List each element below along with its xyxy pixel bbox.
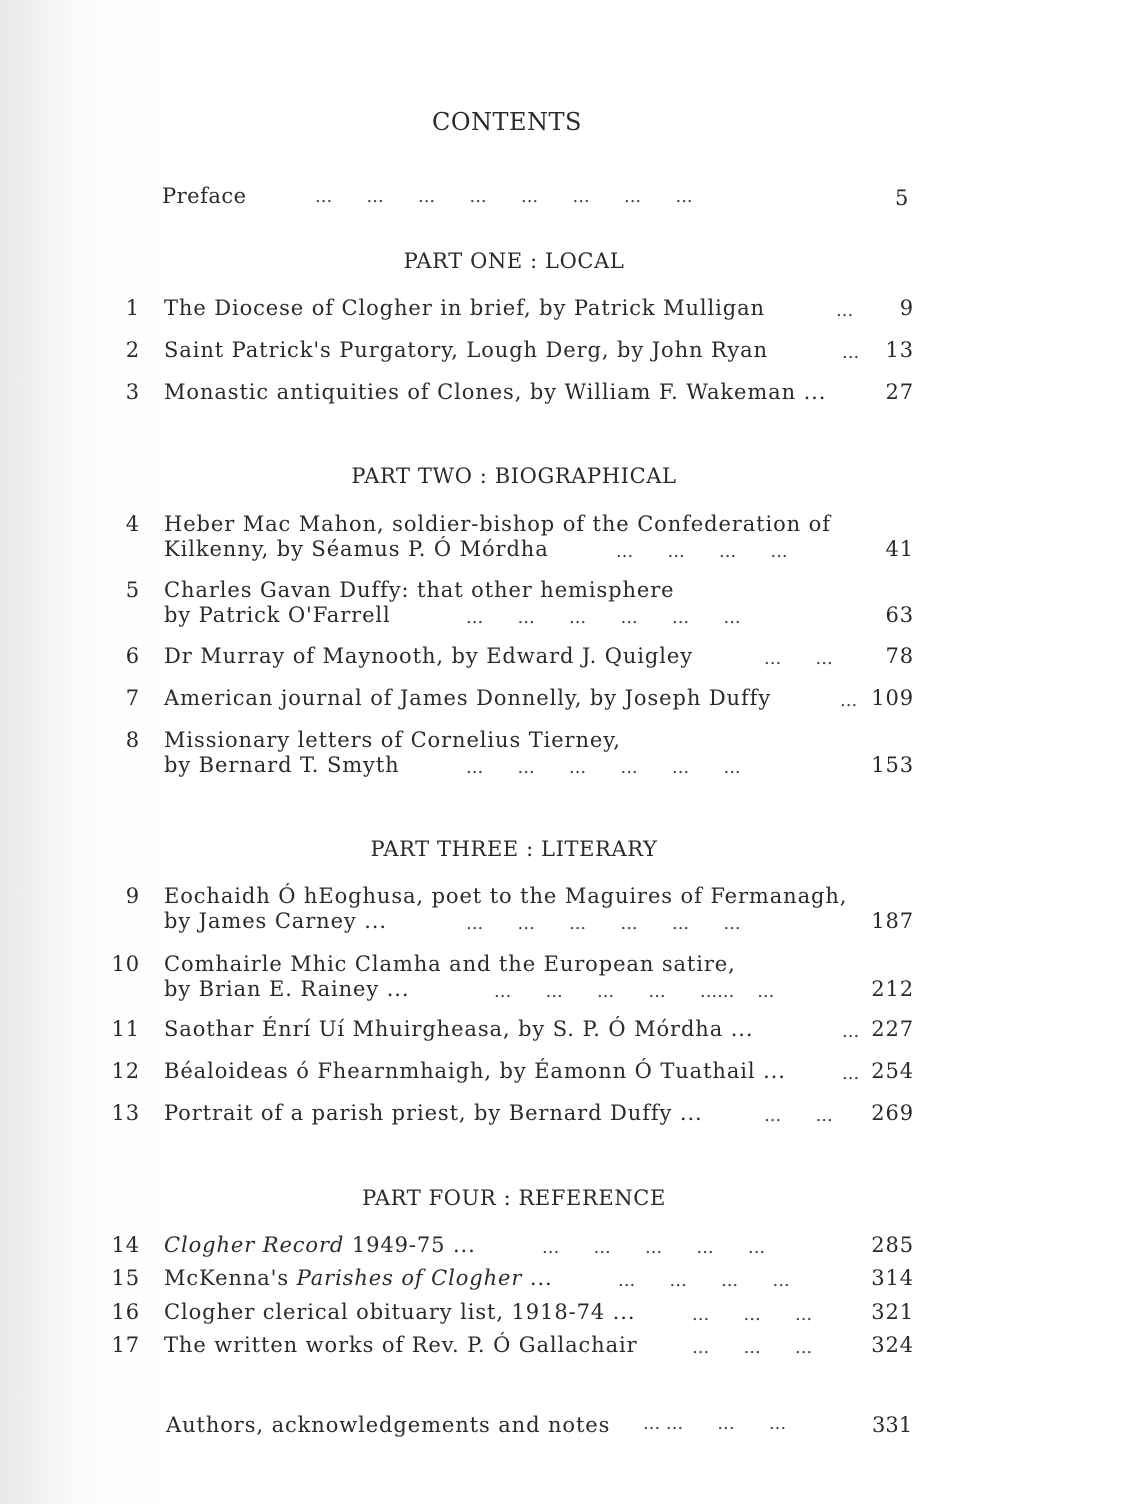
dot-leader: ... ... ... ... ...... ... xyxy=(494,981,775,1002)
entry-title-continued: by Bernard T. Smyth xyxy=(164,753,400,777)
entry-number: 7 xyxy=(125,686,140,710)
entry-number: 2 xyxy=(125,338,140,362)
entry-title: American journal of James Donnelly, by Joseph Duffy xyxy=(164,686,772,710)
entry-number: 17 xyxy=(111,1333,140,1357)
dot-leader: ... xyxy=(836,300,854,321)
dot-leader: ... ... xyxy=(764,1105,833,1126)
entry-title: Missionary letters of Cornelius Tierney, xyxy=(164,728,621,752)
entry-number: 12 xyxy=(111,1059,140,1083)
entry-title: Eochaidh Ó hEoghusa, poet to the Maguires of Fermanagh, xyxy=(164,884,848,908)
dot-leader: ... ... ... xyxy=(692,1304,813,1325)
page-number: 153 xyxy=(871,753,914,777)
entry-number: 3 xyxy=(125,380,140,404)
page-number: 109 xyxy=(871,686,914,710)
entry-title xyxy=(164,1266,553,1291)
entry-title-rest: ... xyxy=(522,1266,553,1290)
entry-number: 13 xyxy=(111,1101,140,1125)
entry-title: Preface xyxy=(162,184,247,208)
part-heading: PART THREE : LITERARY xyxy=(370,837,658,861)
dot-leader: ... ... ... xyxy=(692,1337,813,1358)
part-heading: PART FOUR : REFERENCE xyxy=(362,1186,666,1210)
page-number: 27 xyxy=(885,380,914,404)
entry-title: Portrait of a parish priest, by Bernard Duffy ... xyxy=(164,1101,703,1125)
dot-leader: ... ... ... ... ... ... ... ... xyxy=(315,186,693,207)
part-heading: PART TWO : BIOGRAPHICAL xyxy=(351,464,677,488)
entry-title: Saint Patrick's Purgatory, Lough Derg, by John Ryan xyxy=(164,338,768,362)
entry-number: 8 xyxy=(125,728,140,752)
entry-title: Comhairle Mhic Clamha and the European satire, xyxy=(164,952,736,976)
page-number: 41 xyxy=(885,537,914,561)
page-title: CONTENTS xyxy=(431,108,582,136)
entry-number: 4 xyxy=(125,512,140,536)
entry-title: The Diocese of Clogher in brief, by Patrick Mulligan xyxy=(164,296,765,320)
dot-leader: ... xyxy=(842,1021,860,1042)
entry-title: Béaloideas ó Fhearnmhaigh, by Éamonn Ó Tuathail ... xyxy=(164,1059,786,1083)
page-number: 9 xyxy=(899,296,914,320)
entry-number: 6 xyxy=(125,644,140,668)
entry-number: 14 xyxy=(111,1233,140,1257)
page-number: 78 xyxy=(885,644,914,668)
entry-title xyxy=(164,1233,476,1258)
page-number: 63 xyxy=(885,603,914,627)
dot-leader: ... ... ... ... xyxy=(618,1270,790,1291)
entry-title-continued: Kilkenny, by Séamus P. Ó Mórdha xyxy=(164,537,549,561)
page-number: 314 xyxy=(871,1266,914,1290)
dot-leader: ... ... ... ... ... ... xyxy=(466,913,741,934)
entry-title: Monastic antiquities of Clones, by William F. Wakeman ... xyxy=(164,380,827,404)
entry-title-continued: by Patrick O'Farrell xyxy=(164,603,391,627)
dot-leader: ... ... ... ... ... ... xyxy=(466,607,741,628)
dot-leader: ... xyxy=(840,690,858,711)
entry-number: 10 xyxy=(111,952,140,976)
part-heading: PART ONE : LOCAL xyxy=(403,249,625,273)
entry-title-pre: McKenna's xyxy=(164,1266,297,1290)
entry-number: 5 xyxy=(125,578,140,602)
dot-leader: ... xyxy=(842,1063,860,1084)
entry-number: 1 xyxy=(125,296,140,320)
page-number: 212 xyxy=(871,977,914,1001)
page-number: 254 xyxy=(871,1059,914,1083)
entry-number: 16 xyxy=(111,1300,140,1324)
page-number: 324 xyxy=(871,1333,914,1357)
page-number: 13 xyxy=(885,338,914,362)
page-number: 227 xyxy=(871,1017,914,1041)
entry-title: Dr Murray of Maynooth, by Edward J. Quigley xyxy=(164,644,693,668)
entry-title-rest: 1949-75 ... xyxy=(344,1233,476,1257)
page-number: 5 xyxy=(895,186,909,210)
entry-title: Heber Mac Mahon, soldier-bishop of the Confederation of xyxy=(164,512,831,536)
entry-title-continued: by Brian E. Rainey ... xyxy=(164,977,410,1001)
dot-leader: ... ... ... ... ... ... xyxy=(466,757,741,778)
page-number: 285 xyxy=(871,1233,914,1257)
dot-leader: ... ... ... ... xyxy=(643,1413,787,1434)
dot-leader: ... xyxy=(842,342,860,363)
dot-leader: ... ... ... ... ... xyxy=(542,1237,766,1258)
entry-title: The written works of Rev. P. Ó Gallachair xyxy=(164,1333,638,1357)
entry-title: Saothar Énrí Uí Mhuirgheasa, by S. P. Ó Mórdha ... xyxy=(164,1017,754,1041)
entry-title: Clogher clerical obituary list, 1918-74 ... xyxy=(164,1300,636,1324)
page-number: 331 xyxy=(872,1413,913,1437)
dot-leader: ... ... xyxy=(764,648,833,669)
entry-title-continued: by James Carney ... xyxy=(164,909,387,933)
entry-title: Authors, acknowledgements and notes xyxy=(166,1413,611,1437)
page-number: 269 xyxy=(871,1101,914,1125)
page-number: 187 xyxy=(871,909,914,933)
italic-title: Clogher Record xyxy=(164,1233,345,1257)
entry-number: 9 xyxy=(125,884,140,908)
page-number: 321 xyxy=(871,1300,914,1324)
entry-title: Charles Gavan Duffy: that other hemisphere xyxy=(164,578,675,602)
dot-leader: ... ... ... ... xyxy=(616,541,788,562)
italic-title: Parishes of Clogher xyxy=(296,1266,523,1290)
entry-number: 11 xyxy=(111,1017,140,1041)
entry-number: 15 xyxy=(111,1266,140,1290)
